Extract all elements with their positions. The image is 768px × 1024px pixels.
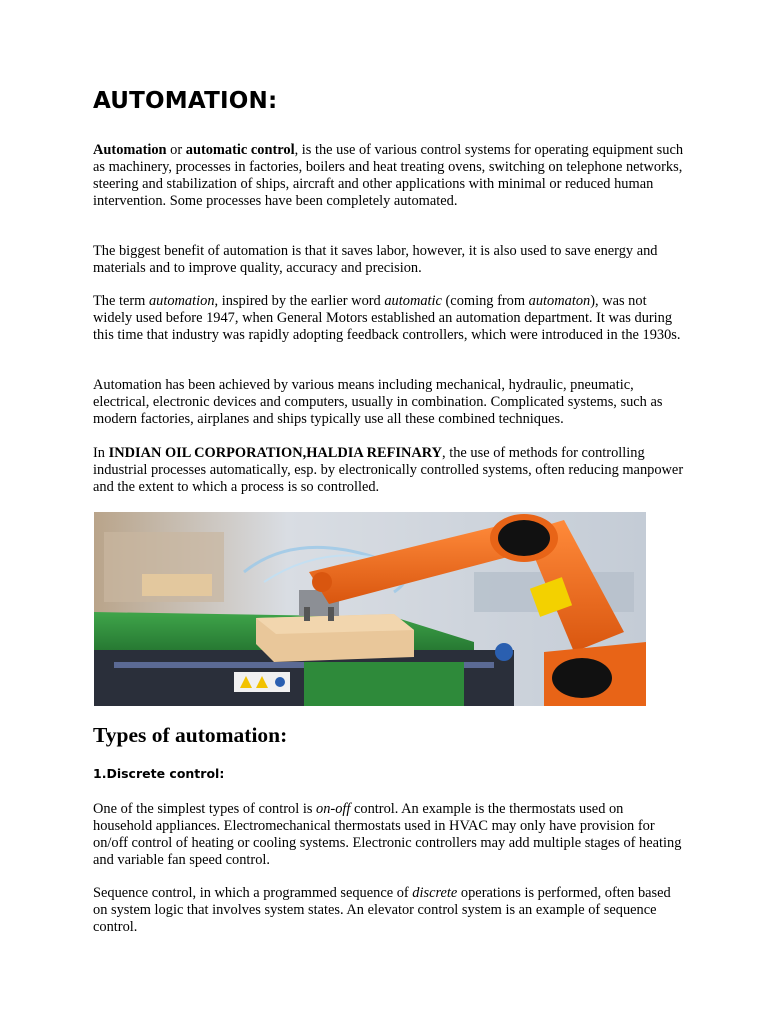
term-text-1: The term bbox=[93, 293, 149, 309]
intro-bold-automation: Automation bbox=[93, 142, 167, 158]
intro-text-1: or bbox=[166, 142, 186, 158]
subsection-label: Discrete control: bbox=[106, 766, 225, 781]
machine-panel bbox=[304, 662, 464, 706]
robot-arm-illustration bbox=[94, 512, 646, 706]
term-italic-automation: automation bbox=[148, 293, 215, 309]
sequence-italic: discrete bbox=[412, 885, 458, 901]
paragraph-term-history bbox=[93, 293, 685, 344]
iocl-bold-company: INDIAN OIL CORPORATION,HALDIA REFINARY bbox=[108, 445, 443, 461]
gripper-finger-2 bbox=[328, 607, 334, 621]
subsection-number: 1. bbox=[93, 766, 107, 781]
term-text-3: (coming from bbox=[441, 293, 529, 309]
paragraph-on-off bbox=[93, 801, 685, 869]
background-box bbox=[142, 574, 212, 596]
term-italic-automatic: automatic bbox=[384, 293, 442, 309]
paragraph-means: Automation has been achieved by various means including mechanical, hydraulic, pneumatic, electrical, electronic devices and computers, usually in combination. Complicated systems, such as modern factories, airplanes and ships typically use all these combined techniques. bbox=[93, 377, 663, 427]
intro-bold-automatic-control: automatic control bbox=[185, 142, 295, 158]
paragraph-intro bbox=[93, 142, 685, 210]
term-text-4: ), was not widely used before 1947, when General Motors established an automation department. It was during this time that industry was rapidly adopting feedback controllers, which were introduced in the 1930s. bbox=[93, 293, 681, 343]
paragraph-iocl bbox=[93, 445, 685, 496]
robot-arm-photo bbox=[94, 512, 646, 706]
onoff-italic: on-off bbox=[316, 801, 351, 817]
hip-joint bbox=[552, 658, 612, 698]
paragraph-benefit: The biggest benefit of automation is that it saves labor, however, it is also used to save energy and materials and to improve quality, accuracy and precision. bbox=[93, 243, 658, 276]
info-circle-icon bbox=[275, 677, 285, 687]
onoff-text-2: control. An example is the thermostats used on household appliances. Electromechanical thermostats used in HVAC may only have provision for on/off control of heating or cooling systems. Electronic controllers may add multiple stages of heating and variable fan speed control. bbox=[93, 801, 682, 868]
iocl-text-2: , the use of methods for controlling industrial processes automatically, esp. by electronically controlled systems, often reducing manpower and the extent to which a process is so controlled. bbox=[93, 445, 684, 495]
wrist-joint bbox=[312, 572, 332, 592]
sequence-text-1: Sequence control, in which a programmed sequence of bbox=[93, 885, 413, 901]
paragraph-sequence bbox=[93, 885, 685, 936]
page-title: AUTOMATION: bbox=[93, 88, 278, 114]
shoulder-joint bbox=[498, 520, 550, 556]
iocl-text-1: In bbox=[93, 445, 109, 461]
intro-text-2: , is the use of various control systems for operating equipment such as machinery, processes in factories, boilers and heat treating ovens, switching on telephone networks, steering and stabilization of ships, aircraft and other applications with minimal or reduced human intervention. Some processes have been completely automated. bbox=[93, 142, 684, 209]
term-italic-automaton: automaton bbox=[528, 293, 591, 309]
sequence-text-2: operations is performed, often based on system logic that involves system states. An elevator control system is an example of sequence control. bbox=[93, 885, 671, 935]
onoff-text-1: One of the simplest types of control is bbox=[93, 801, 317, 817]
subsection-heading-discrete bbox=[93, 766, 224, 781]
section-heading-types: Types of automation: bbox=[93, 723, 288, 747]
gripper-finger bbox=[304, 607, 310, 621]
motor-cap bbox=[495, 643, 513, 661]
term-text-2: , inspired by the earlier word bbox=[214, 293, 385, 309]
